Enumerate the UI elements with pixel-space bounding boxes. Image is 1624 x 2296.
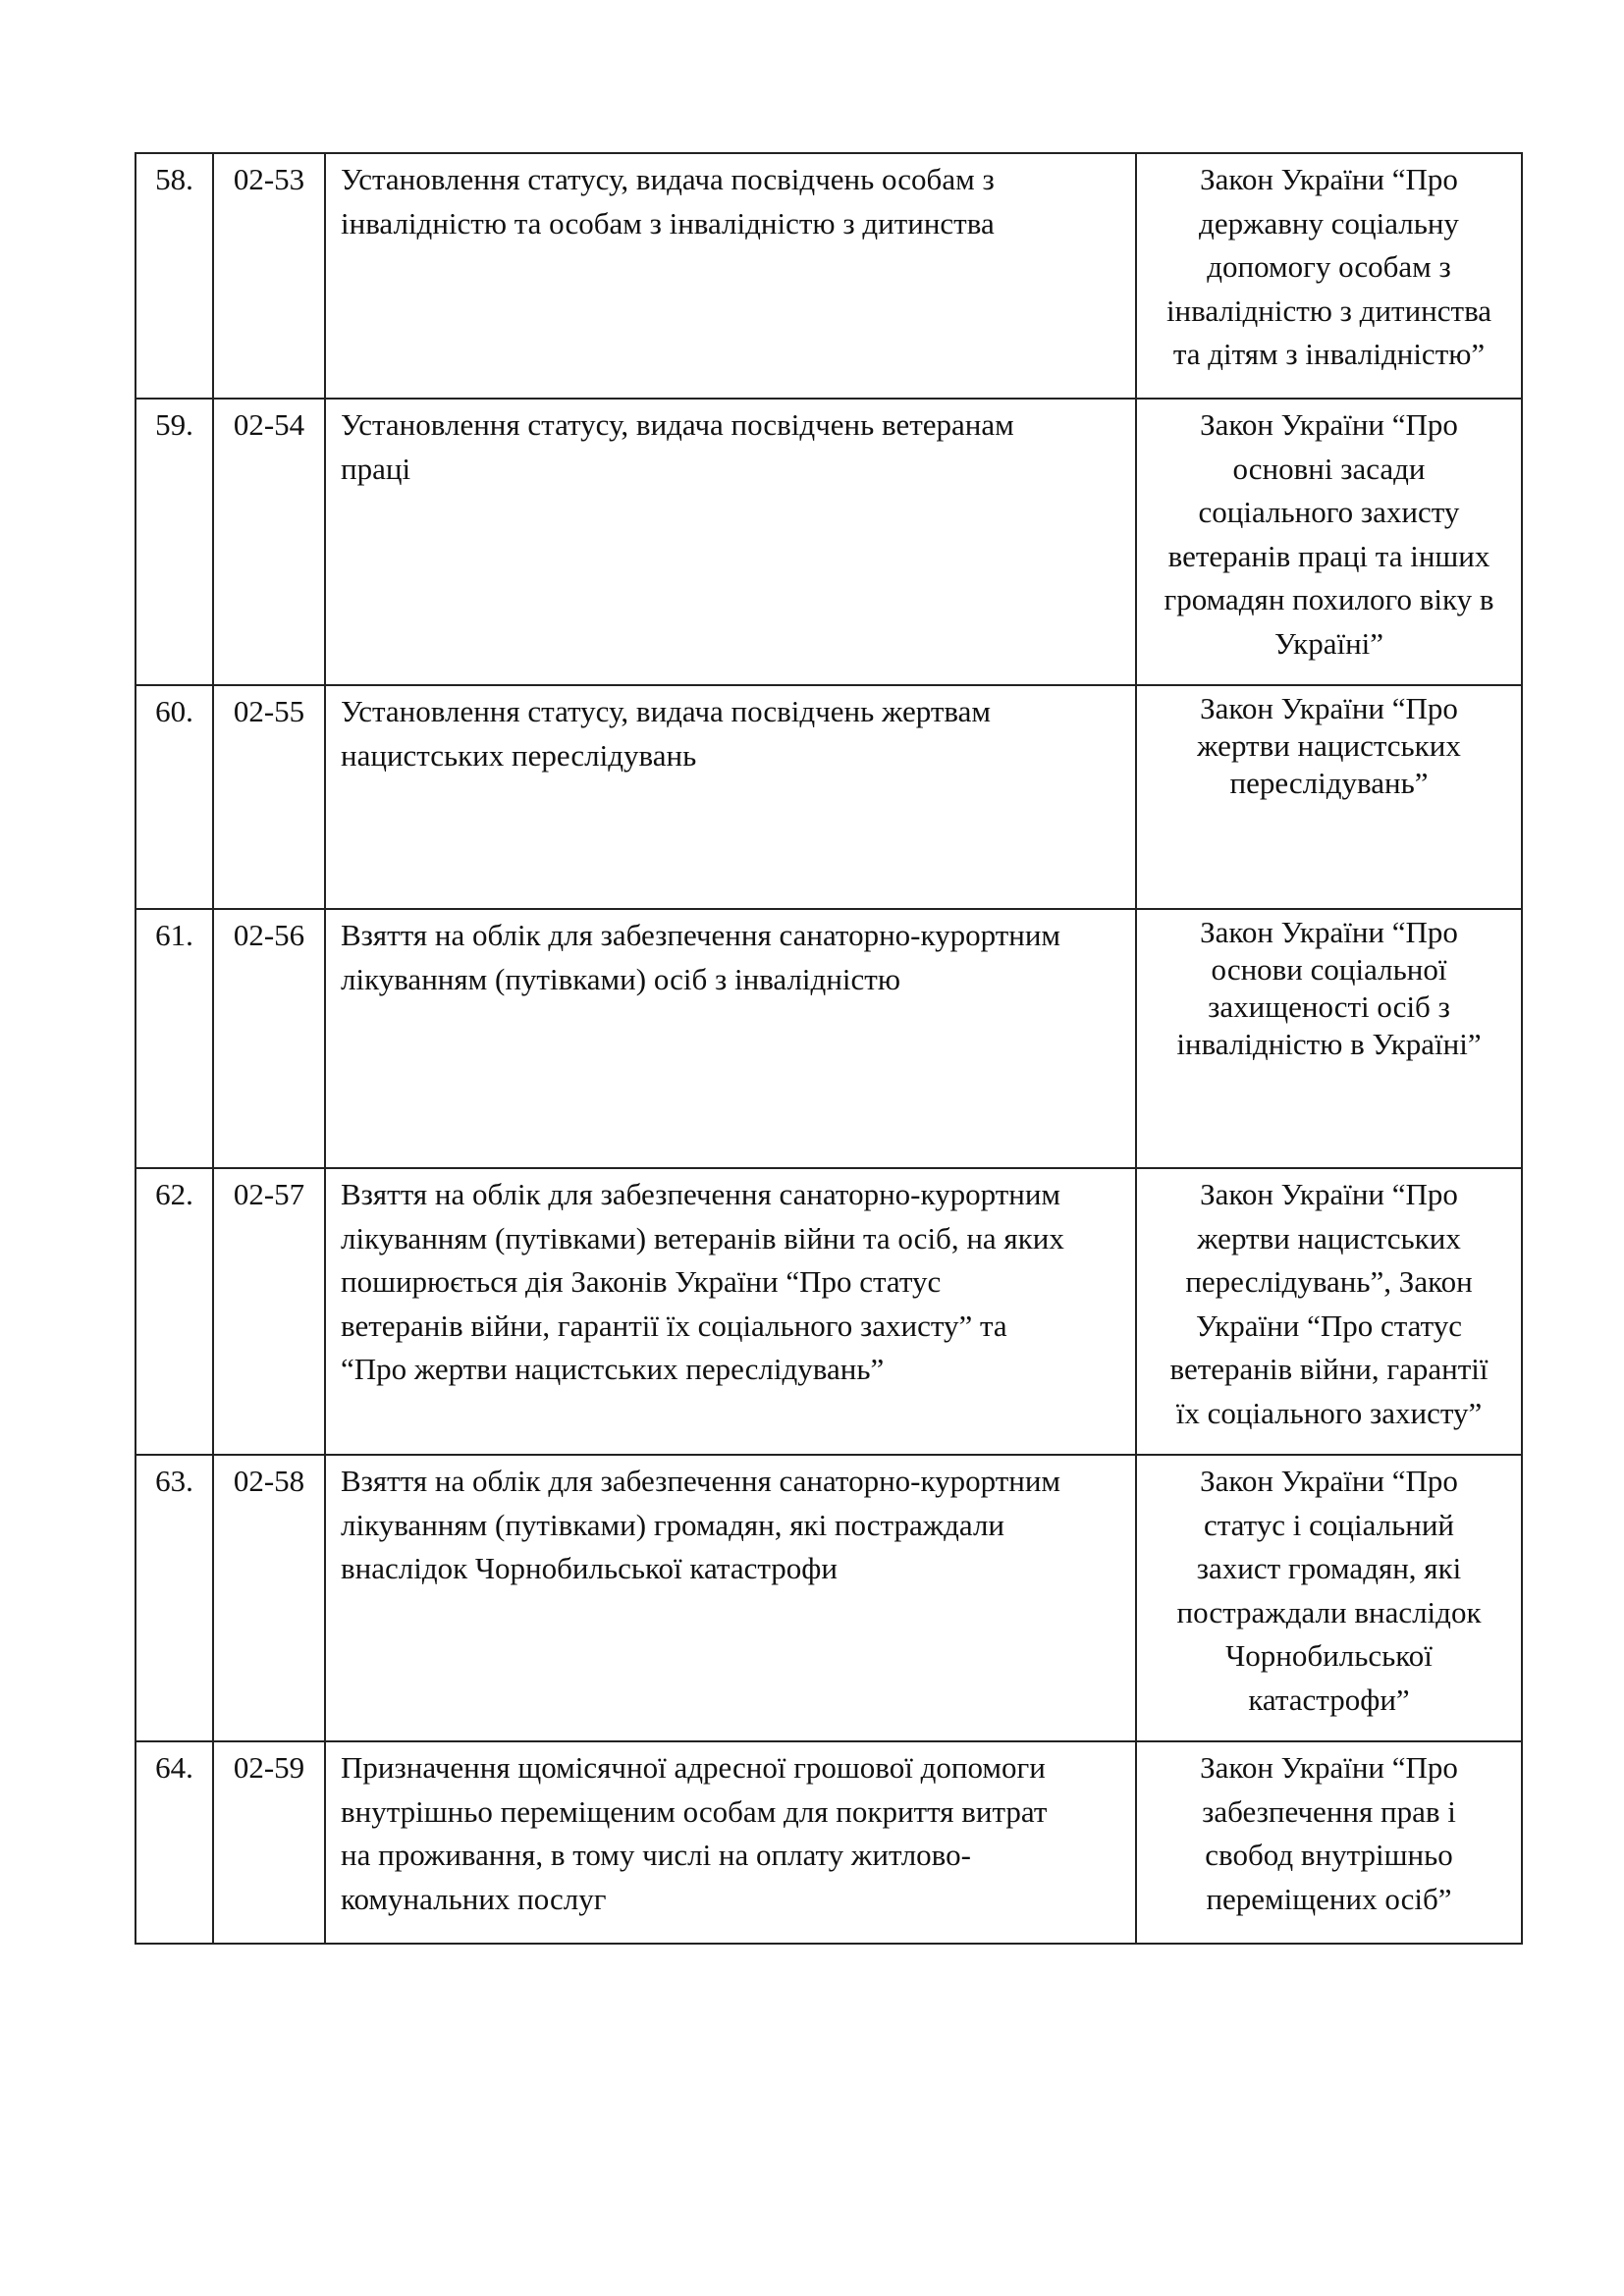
legal-basis-line: свобод внутрішньо xyxy=(1205,1838,1453,1872)
service-name-line: Установлення статусу, видача посвідчень жертвам xyxy=(341,694,992,728)
table-row xyxy=(135,153,1522,399)
legal-basis xyxy=(1136,1741,1522,1944)
legal-basis xyxy=(1136,909,1522,1168)
legal-basis-line: Закон України “Про xyxy=(1200,691,1458,725)
service-name-line: “Про жертви нацистських переслідувань” xyxy=(341,1352,885,1386)
legal-basis-line: статус і соціальний xyxy=(1203,1507,1455,1542)
legal-basis-line: громадян похилого віку в xyxy=(1164,582,1494,616)
service-name-line: нацистських переслідувань xyxy=(341,737,697,773)
row-number: 63. xyxy=(135,1455,213,1741)
table-row xyxy=(135,909,1522,1168)
legal-basis-line: ветеранів війни, гарантії xyxy=(1169,1352,1489,1386)
table-row xyxy=(135,685,1522,909)
row-number: 64. xyxy=(135,1741,213,1944)
legal-basis-line: Україні” xyxy=(1273,625,1384,661)
service-name-line: внутрішньо переміщеним особам для покриття витрат xyxy=(341,1793,1048,1829)
service-name-line: Взяття на облік для забезпечення санаторно-курортним xyxy=(341,1177,1061,1211)
legal-basis-line: переслідувань”, Закон xyxy=(1185,1264,1473,1299)
legal-basis-line: Чорнобильської xyxy=(1225,1638,1433,1673)
legal-basis-line: та дітям з інвалідністю” xyxy=(1172,337,1486,371)
service-name-line: Взяття на облік для забезпечення санаторно-курортним xyxy=(341,1464,1061,1498)
table-row xyxy=(135,399,1522,685)
legal-basis-line: захист громадян, які xyxy=(1196,1551,1462,1585)
row-number: 59. xyxy=(135,399,213,685)
legal-basis-line: ветеранів праці та інших xyxy=(1167,538,1490,573)
service-name-line: на проживання, в тому числі на оплату житлово- xyxy=(341,1838,971,1872)
service-name-line: Взяття на облік для забезпечення санаторно-курортним xyxy=(341,918,1061,952)
legal-basis-line: інвалідністю в Україні” xyxy=(1176,1027,1482,1061)
service-name xyxy=(325,153,1136,399)
service-name-line: ветеранів війни, гарантії їх соціального захисту” та xyxy=(341,1308,1007,1343)
legal-basis xyxy=(1136,399,1522,685)
row-number: 61. xyxy=(135,909,213,1168)
legal-basis-line: державну соціальну xyxy=(1199,205,1459,240)
legal-basis-line: Закон України “Про xyxy=(1200,1177,1458,1211)
legal-basis-line: переслідувань” xyxy=(1229,766,1429,800)
row-number: 60. xyxy=(135,685,213,909)
legal-basis-line: Закон України “Про xyxy=(1200,1464,1458,1498)
table-row xyxy=(135,1741,1522,1944)
service-name-line: Установлення статусу, видача посвідчень ветеранам xyxy=(341,407,1014,442)
legal-basis-line: інвалідністю з дитинства xyxy=(1165,293,1492,328)
legal-basis-line: захищеності осіб з xyxy=(1208,989,1450,1024)
legal-basis-line: Закон України “Про xyxy=(1200,407,1458,442)
service-name-line: Призначення щомісячної адресної грошової допомоги xyxy=(341,1750,1046,1785)
table-row xyxy=(135,1168,1522,1455)
service-name-line: комунальних послуг xyxy=(341,1881,607,1916)
service-name-line: лікуванням (путівками) ветеранів війни та осіб, на яких xyxy=(341,1220,1064,1255)
legal-basis-line: Закон України “Про xyxy=(1200,915,1458,949)
table-row xyxy=(135,1455,1522,1741)
legal-basis-line: соціального захисту xyxy=(1198,495,1460,529)
service-name xyxy=(325,1168,1136,1455)
service-code: 02-53 xyxy=(213,153,325,399)
legal-basis-line: катастрофи” xyxy=(1248,1682,1410,1717)
legal-basis-line: жертви нацистських xyxy=(1197,1220,1461,1255)
service-code: 02-57 xyxy=(213,1168,325,1455)
service-name xyxy=(325,1455,1136,1741)
service-name xyxy=(325,1741,1136,1944)
legal-basis-line: Закон України “Про xyxy=(1200,162,1458,196)
legal-basis-line: України “Про статус xyxy=(1195,1308,1463,1343)
legal-basis xyxy=(1136,685,1522,909)
legal-basis-line: жертви нацистських xyxy=(1197,728,1461,763)
legal-basis-line: основні засади xyxy=(1232,451,1426,486)
service-name-line: поширюється дія Законів України “Про статус xyxy=(341,1264,942,1299)
row-number: 58. xyxy=(135,153,213,399)
legal-basis xyxy=(1136,1455,1522,1741)
service-code: 02-54 xyxy=(213,399,325,685)
legal-basis-line: постраждали внаслідок xyxy=(1176,1594,1482,1629)
service-name xyxy=(325,685,1136,909)
service-name-line: лікуванням (путівками) осіб з інвалідністю xyxy=(341,961,900,996)
legal-basis xyxy=(1136,153,1522,399)
service-name-line: Установлення статусу, видача посвідчень особам з xyxy=(341,162,995,196)
legal-basis-line: переміщених осіб” xyxy=(1206,1881,1452,1916)
service-name xyxy=(325,909,1136,1168)
service-name-line: лікуванням (путівками) громадян, які постраждали xyxy=(341,1507,1005,1542)
service-code: 02-55 xyxy=(213,685,325,909)
service-name-line: внаслідок Чорнобильської катастрофи xyxy=(341,1551,838,1585)
service-code: 02-56 xyxy=(213,909,325,1168)
legal-basis-line: основи соціальної xyxy=(1211,952,1447,987)
legal-basis-line: Закон України “Про xyxy=(1200,1750,1458,1785)
legal-basis xyxy=(1136,1168,1522,1455)
legal-basis-line: їх соціального захисту” xyxy=(1175,1395,1483,1430)
service-code: 02-59 xyxy=(213,1741,325,1944)
legal-basis-line: допомогу особам з xyxy=(1207,249,1451,284)
service-name-line: інвалідністю та особам з інвалідністю з дитинства xyxy=(341,205,995,240)
service-code: 02-58 xyxy=(213,1455,325,1741)
row-number: 62. xyxy=(135,1168,213,1455)
service-name-line: праці xyxy=(341,451,411,486)
legal-basis-line: забезпечення прав і xyxy=(1202,1793,1456,1829)
service-name xyxy=(325,399,1136,685)
services-table xyxy=(135,152,1523,1945)
